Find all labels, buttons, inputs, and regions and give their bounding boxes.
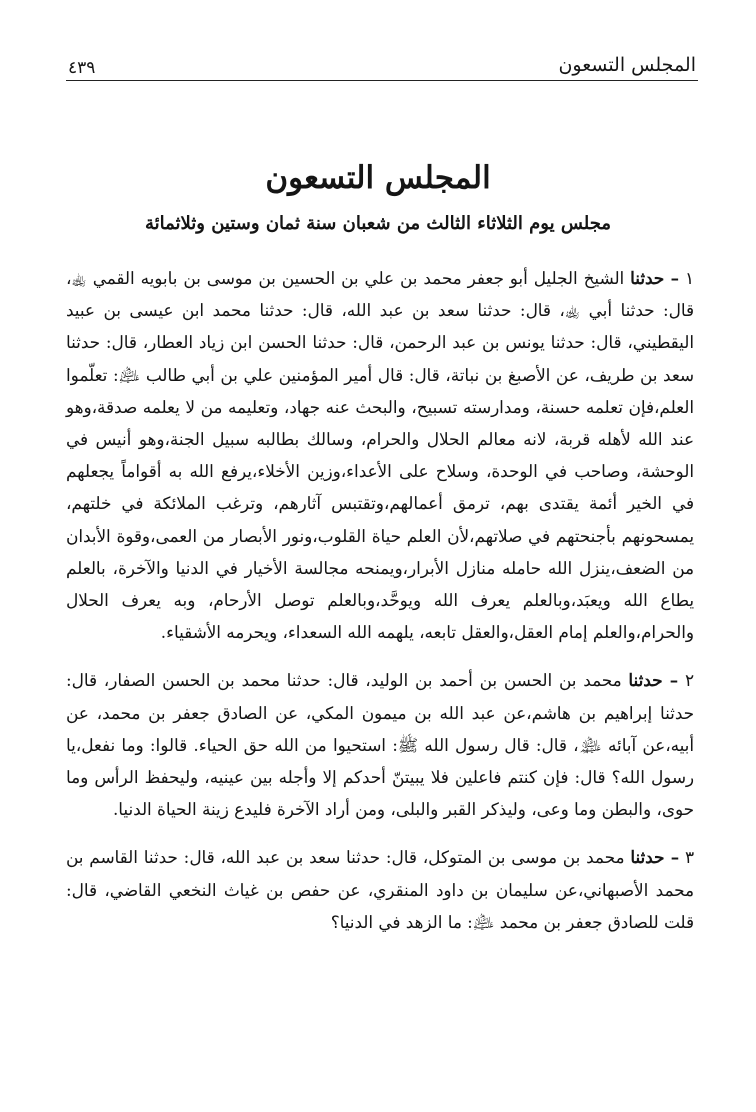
hadith-number: ١ bbox=[684, 268, 694, 288]
hadith-paragraph-2 bbox=[66, 664, 694, 825]
hadith-lead-word: حدثنا bbox=[630, 847, 665, 868]
dash: – bbox=[662, 670, 679, 691]
hadith-lead-word: حدثنا bbox=[628, 670, 663, 691]
running-header bbox=[66, 46, 698, 81]
body-text bbox=[66, 262, 694, 954]
hadith-paragraph-3 bbox=[66, 841, 694, 938]
hadith-text: محمد بن الحسن بن أحمد بن الوليد، قال: حدثنا محمد بن الحسن الصفار، قال: حدثنا إبراهيم بن هاشم،عن عبد الله بن ميمون المكي، عن الصادق جعفر بن محمد، عن أبيه،عن آبائه ﵈، قال: قال رسول الله ﷺ: استحيوا من الله حق الحياء. قالوا: وما نفعل،يا رسول الله؟ قال: فإن كنتم فاعلين فلا يبيتنّ أحدكم إلا وأجله بين عينيه، وليحفظ الرأس وما حوى، والبطن وما وعى، وليذكر القبر والبلى، ومن أراد الآخرة فليدع زينة الحياة الدنيا. bbox=[66, 670, 694, 820]
hadith-text: محمد بن موسى بن المتوكل، قال: حدثنا سعد بن عبد الله، قال: حدثنا القاسم بن محمد الأصبهاني،عن سليمان بن داود المنقري، عن حفص بن غياث النخعي القاضي، قال: قلت للصادق جعفر بن محمد ﵇: ما الزهد في الدنيا؟ bbox=[66, 847, 694, 932]
hadith-text: الشيخ الجليل أبو جعفر محمد بن علي بن الحسين بن موسى بن بابويه القمي ﵀، قال: حدثنا أبي ﵀، قال: حدثنا سعد بن عبد الله، قال: حدثنا محمد ابن عيسى بن عبيد اليقطيني، قال: حدثنا يونس بن عبد الرحمن، قال: حدثنا الحسن ابن زياد العطار، قال: حدثنا سعد بن طريف، عن الأصبغ بن نباتة، قال: قال أمير المؤمنين علي بن أبي طالب ﵇: تعلّموا العلم،فإن تعلمه حسنة، ومدارسته تسبيح، والبحث عنه جهاد، وتعليمه من لا يعلمه صدقة،وهو عند الله لأهله قربة، لانه معالم الحلال والحرام، وسالك بطالبه سبيل الجنة،وهو أنيس في الوحشة، وصاحب في الوحدة، وسلاح على الأعداء،وزين الأخلاء،يرفع الله به أقواماً يجعلهم في الخير أئمة يقتدى بهم، ترمق أعمالهم،وتقتبس آثارهم، وترغب الملائكة في خلتهم، يمسحونهم بأجنحتهم في صلاتهم،لأن العلم حياة القلوب،ونور الأبصار من العمى،وقوة الأبدان من الضعف،ينزل الله حامله منازل الأبرار،ويمنحه مجالسة الأخيار في الدنيا والآخرة، بالعلم يطاع الله ويعبَد،وبالعلم يعرف الله ويوحَّد،وبالعلم توصل الأرحام، وبه يعرف الحلال والحرام،والعلم إمام العقل،والعقل تابعه، يلهمه الله السعداء، ويحرمه الأشقياء. bbox=[66, 268, 694, 643]
hadith-lead-word: حدثنا bbox=[630, 268, 665, 288]
running-title: المجلس التسعون bbox=[558, 54, 696, 76]
page-number: ٤٣٩ bbox=[68, 58, 96, 78]
hadith-number: ٢ bbox=[685, 670, 695, 691]
hadith-paragraph-1 bbox=[66, 262, 694, 648]
hadith-number: ٣ bbox=[685, 847, 695, 868]
chapter-title: المجلس التسعون bbox=[265, 160, 491, 196]
chapter-subtitle: مجلس يوم الثلاثاء الثالث من شعبان سنة ثمان وستين وثلاثمائة bbox=[144, 213, 612, 234]
dash: – bbox=[664, 847, 680, 868]
dash: – bbox=[664, 268, 680, 288]
